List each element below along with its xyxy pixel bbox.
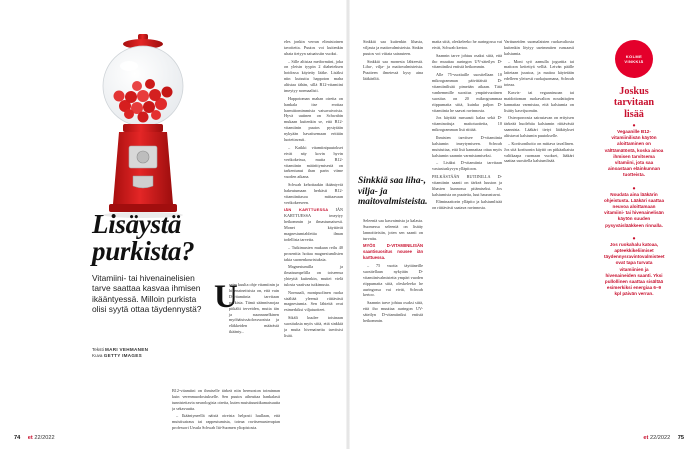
body-column-5 (504, 39, 574, 445)
bullet-icon: • (632, 233, 636, 243)
paragraph: Magnesiumilla ja ilmaisumpelilla on toiseensa yhteyttä kuitenkin, muttei vielä tulosta vaativaa tutkimusta. (284, 264, 343, 287)
tip-item (604, 235, 664, 298)
headline-line-2: purkista? (92, 236, 195, 266)
paragraph: Happotoman mahan oireita on hankala itse erottaa harmittomimmista vatsavaivoista. Hyvä uutinen on Schwabin mukaan kuitenkin se, että B12-vitamiinin puutos pystytään nykyään havaitsemaan erittäin luotettavasti. (284, 95, 343, 143)
globe-highlight (120, 61, 138, 71)
magazine-name-left: et (27, 435, 33, 441)
paragraph: – Lisäksi D-vitamiinia tarvitaan vastustuskyvyn ylläpitoon. (432, 160, 502, 172)
paragraph: matta siitä, oleskeleeko he auringossa vai eivät, Schwab kertoo. (432, 39, 502, 50)
paragraph: B12-vitamiini on ihmiselle tärkeä niin hermoston toiminnan kuin verenmuodostukselle. Sen puutos aiheuttaa hankalasti tunnistettavia neurologisia oireita, kuten muistiuunitkamaisuutta ja sekavuutta. (172, 388, 280, 411)
paragraph: – Kortisonihoito on mittava tavallinen. Jos sitä kortisonin käyttö on pitkäaikaista valitkaapa ruomaan vuokset, lääkäri saattaa suositella kalsiumlisää. (504, 140, 574, 164)
page-number-right: 75 (677, 435, 684, 441)
credit-text-name: MARI VEHMANEN (105, 347, 149, 352)
paragraph: Sinkkiä saa kuitenkin lihasta, viljasta ja maitovalmisteista. Sinkin puutos voi viitata sairauteen. (363, 39, 423, 56)
bullet-icon: • (632, 183, 636, 193)
headline-line-1: Lisäystä (92, 209, 182, 239)
bullet-icon: • (632, 121, 636, 130)
paragraph: – 75 vuotta täyttäneille suositellaan nykyään D-vitamiinivalmistetta ympäri vuoden riippumatta siitä, oleskeleeko he auringossa vai eivät, Schwab kertoo. (363, 262, 423, 298)
body-column-3 (363, 39, 423, 177)
article-credits (92, 347, 208, 359)
article-headline (92, 211, 252, 265)
gumball-neck (123, 124, 163, 132)
credit-photo-name: GETTY IMAGES (103, 353, 142, 358)
tips-sidebar (604, 40, 664, 370)
badge-label: KOLME VINKKIÄ (624, 54, 644, 64)
gumball-chute (133, 176, 153, 188)
article-lead: Vitamiini- tai hivenainelisien tarve saattaa kasvaa ihmisen ikääntyessä. Milloin purkista olisi syytä ottaa täydennystä? (92, 273, 202, 315)
paragraph: Sinkkiä saa monesta lähteestä. Liha-, vilja- ja maitovalmisteista. Puutteen ilmetessä kysy aina lääkäriltä. (363, 58, 423, 82)
paragraph: Saannin tarve johtuu osaksi siitä, että iho muuttaa auringon UV-säteilyn D-vitamiiniksi entistä heikommin. (432, 52, 502, 70)
tips-badge (615, 40, 653, 78)
tip-text: Noudata aina lääkärin ohjeistusta. Lääkäri saattaa neuvoa aloittamaan vitamiini- tai hivenainelisän käytön suuden pysyväislääkkeen rinnalla. (604, 191, 665, 228)
body-column-4 (432, 39, 502, 445)
coin-knob (137, 151, 149, 163)
tip-item (604, 122, 664, 179)
paragraph: – Sille altistaa metformiini, joka on yleisin tyypin 2 diabeteksen hoidossa käytetty lääke. Lisäksi niin kutsuttu happoton maha altistaa tähän, sillä B12-vitamiini imeytyy normaalisti. (284, 58, 343, 94)
paragraph: Saannin tarve johtuu osaksi siitä, että iho muuttaa auringon UV-säteilyn D-vitamiiniksi entistä heikommin. (363, 300, 423, 323)
paragraph: Ihmisten tarvitsee D-vitamiinia kalsiumin imeytymiseen. Schwab muistuttaa, että lisä kannattaa ottaa myös kalsiumin saannin varmistamiseksi. (432, 134, 502, 158)
body-column-1b (172, 388, 280, 438)
tip-text: Vegaanille B12-vitamiinilisän käytön aloittaminen on välttämätöntä, koska ainoa ihmisen tarvitsema vitamiini, jota saa ainoastaan eläinkunnan tuotteista. (604, 129, 664, 178)
paragraph: Jos käyttää runsaasti kalaa sekä D-vitaminoituja maitotuotteita, 10 mikrogramman lisä riittää. (432, 115, 502, 133)
body-column-1a (214, 279, 279, 388)
paragraph (284, 207, 343, 242)
paragraph: Normaali, monipuolinen ruoka sisältää yleensä riittävästi magnesiumia. Sen lähteitä ovat esimerkiksi viljatuotteet. (284, 289, 343, 313)
paragraph: – Tutkimusten mukaan reilu 40 prosenttia hoitaa magnesiumlisien takia suonenkouristuksia. (284, 244, 343, 262)
paragraph: Osteoporoosia sairastavan on erityisen tärkeää huolehtia kalsiumin riittävästä saannista. Lääkäri tietyt lääkitykset altistavat kalsiumin puutokselle. (504, 115, 574, 138)
paragraph: MYÖS D-VITAMIINILISÄN saantisuositus nousee iän karttuessa. (363, 243, 423, 261)
sidebar-title: Joskus tarvitaan lisää (613, 86, 655, 120)
subhead-text: IÄN KARTTUESSA imeytyy heikommin ja ilmastumaisesti. Monet käyttävät magnesiumtablettia ilman todellista tarvetta. (284, 207, 343, 242)
gumball-machine-icon (93, 34, 193, 219)
paragraph: Seleeniä saa kasvaimista ja kalasta. Suomessa seleeniä on lisätty lannoitteisiin, joten sen saanti on turvattu. (363, 218, 423, 241)
issue-right: 22/2022 (649, 435, 671, 441)
pull-quote: Sinkkiä saa liha-, vilja- ja maitovalmisteista. (358, 176, 428, 208)
credit-photo-label: Kuva (92, 353, 103, 358)
tip-item (604, 185, 664, 229)
paragraph: Eliminaattorin ylläpito ja kalsiumlisää on riittävästi saatava ravinnosta. (432, 199, 502, 211)
issue-left: 22/2022 (34, 435, 55, 441)
page-gutter (346, 0, 350, 449)
paragraph: Alle 75-vuotiaille suositellaan 10 mikrogramman päivittäistä D-vitamiinilisää pimeään aikaan. Tätä vanhemmille suositus ympärivuotinen suositus on 20 mikrogrammaa riippumatta siitä, kuinka paljon D-vitamiinia he saavat ravinnosta. (432, 72, 502, 113)
paragraph: eles jonkin verran elimistoinen tavoitetta. Puutos voi kuitenkin uhata tietyyn satuaissiin vuoksi. (284, 39, 343, 56)
magazine-name-right: et (643, 435, 649, 441)
subhead: IÄN KARTTUESSA (284, 207, 329, 213)
credit-text-label: Teksti (92, 347, 104, 352)
tip-text: Jos ruokahalu katoaa, apteekkikeliimiset täydennysravintovalmisteet ovat tapa turvata vitamiinien ja hivenaineiden saanti. Yksi pullollinen saattaa sisältää esimerkiksi energiaa 6–9 kpl päivän verran. (604, 241, 665, 297)
paragraph: seim kuulta ohje vitamiinin ja hivenaineitsista on, että vain D-vitamiinia tarvitaan purkista. Tämä säännösnojaa pitkälti terveiden, mutta tän ja suunnanelkinen myöhäisissäolosvuosista ja eläkkeiden määrästä ikäänty... (229, 282, 279, 335)
body-column-2 (284, 39, 343, 445)
paragraph: – Kaikki vitamiinipuutokset eivät näy kovin hyvin verikokeissa, mutta B12-vitamiinin määrittymisestä on tarkentunut ihan parin viime vuoden aikana. (284, 144, 343, 180)
paragraph: Varttuneiden suomalaisten ruokavaliosta kuitenkin löytyy useimmiten runsaasti kalsiumia. (504, 39, 574, 56)
paragraph: Kasvis- tai vegaaniruoan tai maidottoman ruokavalion noudattajien kannattaa varmistaa, että kalsiumia on lisätty kasvijuomiin. (504, 89, 574, 113)
paragraph: PELKÄSTÄÄN RUTIINILLA D-vitamiinin saanti on tärkeä luuston ja lihasten kunnossa pitämiseksi. Jos kalsiumista on puutetta, luut haurastuvat. (432, 173, 502, 197)
tips-list (604, 122, 664, 304)
folio-right (604, 435, 684, 441)
body-column-3b (363, 218, 423, 444)
paragraph: – Moni syö aamulla jogurttia tai maitoon keitettyä velliä. Leivän päälle laitetaan juustoa, ja maitoa käytetään edelleen yleisesti ruokajuomana, Schwab toteaa. (504, 58, 574, 88)
drop-cap: U (214, 279, 238, 315)
paragraph: Sikäli kuulee toisinaan suosituksia myös siitä, että sinkkiä ja muita hivenaineita tarvitsisi lisää. (284, 315, 343, 338)
folio-left (14, 435, 55, 441)
paragraph: – Ikääntyneellä näistä oireista helposti luullaan, että muistisairaus tai rappeutumista, toteaa ravitsemusterapian professori Ursula Schwab Itä-Suomen yliopistosta. (172, 413, 280, 431)
page-number-left: 74 (14, 435, 21, 441)
paragraph: Schwab kehottaakin ikääntyviä hakeutumaan herkästi B12-vitamiinitasoa mittaavaan verikokeeseen. (284, 182, 343, 205)
